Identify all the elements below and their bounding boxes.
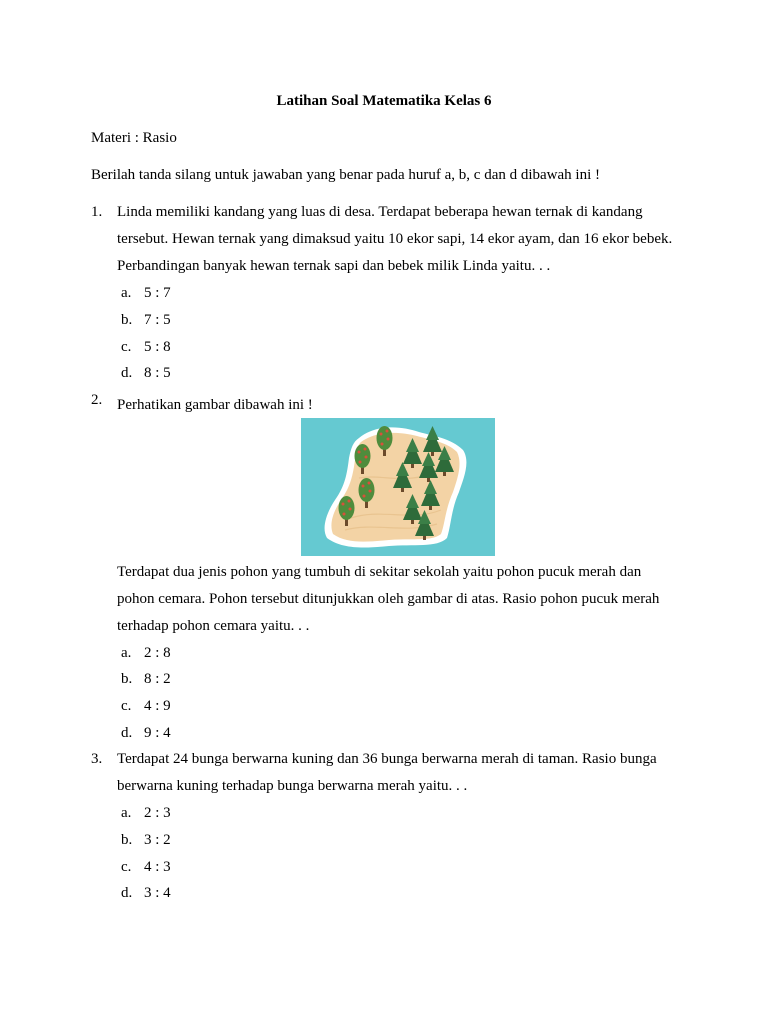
question-line: Terdapat dua jenis pohon yang tumbuh di sekitar sekolah yaitu pohon pucuk merah dan <box>117 564 642 580</box>
option-letter: a. <box>121 645 132 661</box>
question-line: pohon cemara. Pohon tersebut ditunjukkan oleh gambar di atas. Rasio pohon pucuk merah <box>117 591 660 607</box>
option-b[interactable] <box>121 671 171 688</box>
option-a[interactable] <box>121 645 171 662</box>
option-a[interactable] <box>121 285 171 302</box>
option-text: 3 : 4 <box>144 885 171 901</box>
question-line: Perbandingan banyak hewan ternak sapi dan bebek milik Linda yaitu. . . <box>117 258 551 274</box>
question-number: 3. <box>91 751 103 767</box>
option-text: 5 : 7 <box>144 285 171 301</box>
question-text <box>117 746 677 800</box>
page-title: Latihan Soal Matematika Kelas 6 <box>276 93 492 109</box>
option-text: 5 : 8 <box>144 339 171 355</box>
option-d[interactable] <box>121 725 171 742</box>
option-letter: d. <box>121 725 133 741</box>
question-line: Linda memiliki kandang yang luas di desa. Terdapat beberapa hewan ternak di kandang <box>117 204 643 220</box>
option-text: 4 : 9 <box>144 698 171 714</box>
option-text: 7 : 5 <box>144 312 171 328</box>
question-text <box>117 559 677 640</box>
island-illustration <box>301 418 495 556</box>
option-letter: b. <box>121 312 133 328</box>
option-c[interactable] <box>121 339 171 356</box>
materi-label: Materi : Rasio <box>91 130 177 146</box>
option-d[interactable] <box>121 885 171 902</box>
option-d[interactable] <box>121 365 171 382</box>
question-line: berwarna kuning terhadap bunga berwarna merah yaitu. . . <box>117 778 468 794</box>
option-b[interactable] <box>121 312 171 329</box>
option-letter: c. <box>121 698 132 714</box>
option-b[interactable] <box>121 832 171 849</box>
option-text: 4 : 3 <box>144 859 171 875</box>
instruction-text: Berilah tanda silang untuk jawaban yang benar pada huruf a, b, c dan d dibawah ini ! <box>91 167 600 183</box>
option-letter: d. <box>121 365 133 381</box>
option-letter: b. <box>121 832 133 848</box>
question-prompt: Perhatikan gambar dibawah ini ! <box>117 397 313 413</box>
option-text: 3 : 2 <box>144 832 171 848</box>
question-number: 1. <box>91 204 103 220</box>
option-text: 2 : 8 <box>144 645 171 661</box>
option-letter: a. <box>121 805 132 821</box>
option-a[interactable] <box>121 805 171 822</box>
option-letter: a. <box>121 285 132 301</box>
option-c[interactable] <box>121 859 171 876</box>
option-letter: c. <box>121 859 132 875</box>
option-text: 8 : 2 <box>144 671 171 687</box>
question-text <box>117 199 677 280</box>
question-line: Terdapat 24 bunga berwarna kuning dan 36 bunga berwarna merah di taman. Rasio bunga <box>117 751 657 767</box>
option-letter: b. <box>121 671 133 687</box>
option-text: 9 : 4 <box>144 725 171 741</box>
question-number: 2. <box>91 392 103 408</box>
option-letter: d. <box>121 885 133 901</box>
question-line: terhadap pohon cemara yaitu. . . <box>117 618 310 634</box>
option-c[interactable] <box>121 698 171 715</box>
option-text: 2 : 3 <box>144 805 171 821</box>
option-letter: c. <box>121 339 132 355</box>
question-line: tersebut. Hewan ternak yang dimaksud yaitu 10 ekor sapi, 14 ekor ayam, dan 16 ekor bebek. <box>117 231 673 247</box>
option-text: 8 : 5 <box>144 365 171 381</box>
